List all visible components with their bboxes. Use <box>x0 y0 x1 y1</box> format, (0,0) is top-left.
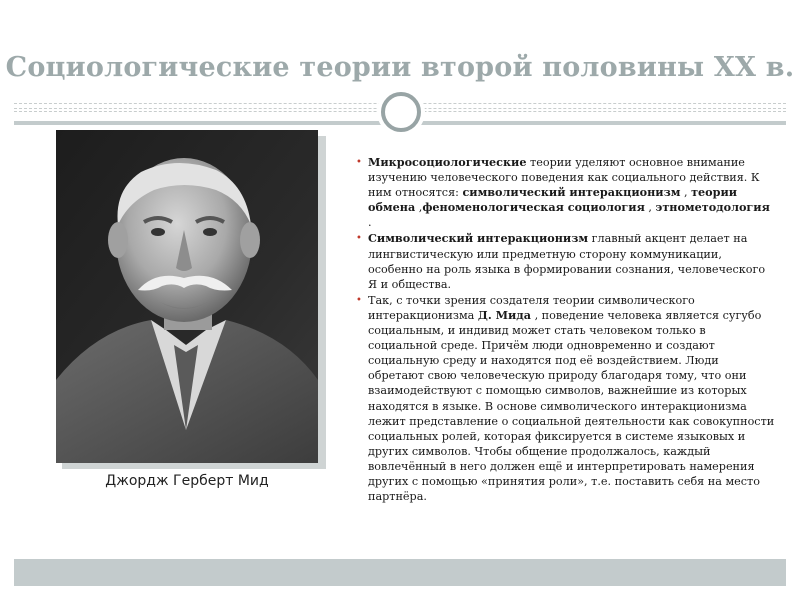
portrait-photo <box>56 130 318 463</box>
text-column <box>356 155 776 505</box>
photo-caption: Джордж Герберт Мид <box>105 473 269 489</box>
term-mead: Д. Мида <box>477 307 532 322</box>
paragraph-mead: • Так, с точки зрения создателя теории символического интеракционизма Д. Мида , поведение человека является сугубо социальным, и индивид может стать человеком только в социальной среде. Причём люди одновременно и создают социальную среду и находятся под её воздействием. Люди обретают свою человеческую природу благодаря тому, что они взаимодействуют с помощью символов, важнейшие из которых находятся в языке. В основе символического интеракционизма лежит представление о социальной деятельности как совокупности социальных ролей, которая фиксируется в системе языковых и других символов. Чтобы общение продолжалось, каждый вовлечённый в него должен ещё и интерпретировать намерения других с помощью «принятия роли», т.е. поставить себя на место партнёра. <box>356 293 775 504</box>
bullet-icon: • <box>356 233 362 245</box>
paragraph-symbolic: • Символический интеракционизм главный акцент делает на лингвистическую или предметную сторону коммуникации, особенно на роль языка в формировании сознания, человеческого Я и общества. <box>356 231 766 291</box>
portrait-image <box>56 130 318 463</box>
ring-ornament <box>377 88 425 136</box>
bullet-icon: • <box>356 294 362 306</box>
ring-icon <box>381 92 421 132</box>
bullet-icon: • <box>356 157 362 168</box>
slide-title: Социологические теории второй половины XX в. <box>5 52 795 83</box>
paragraph-micro: • Микросоциологические теории уделяют основное внимание изучению человеческого поведения как социального действия. К ним относятся: символический интеракционизм , теории обмена ,феноменологическая социология , этнометодология . <box>356 155 770 230</box>
term-symbolic: Символический интеракционизм <box>368 231 589 246</box>
term-micro: Микросоциологические <box>368 155 527 169</box>
